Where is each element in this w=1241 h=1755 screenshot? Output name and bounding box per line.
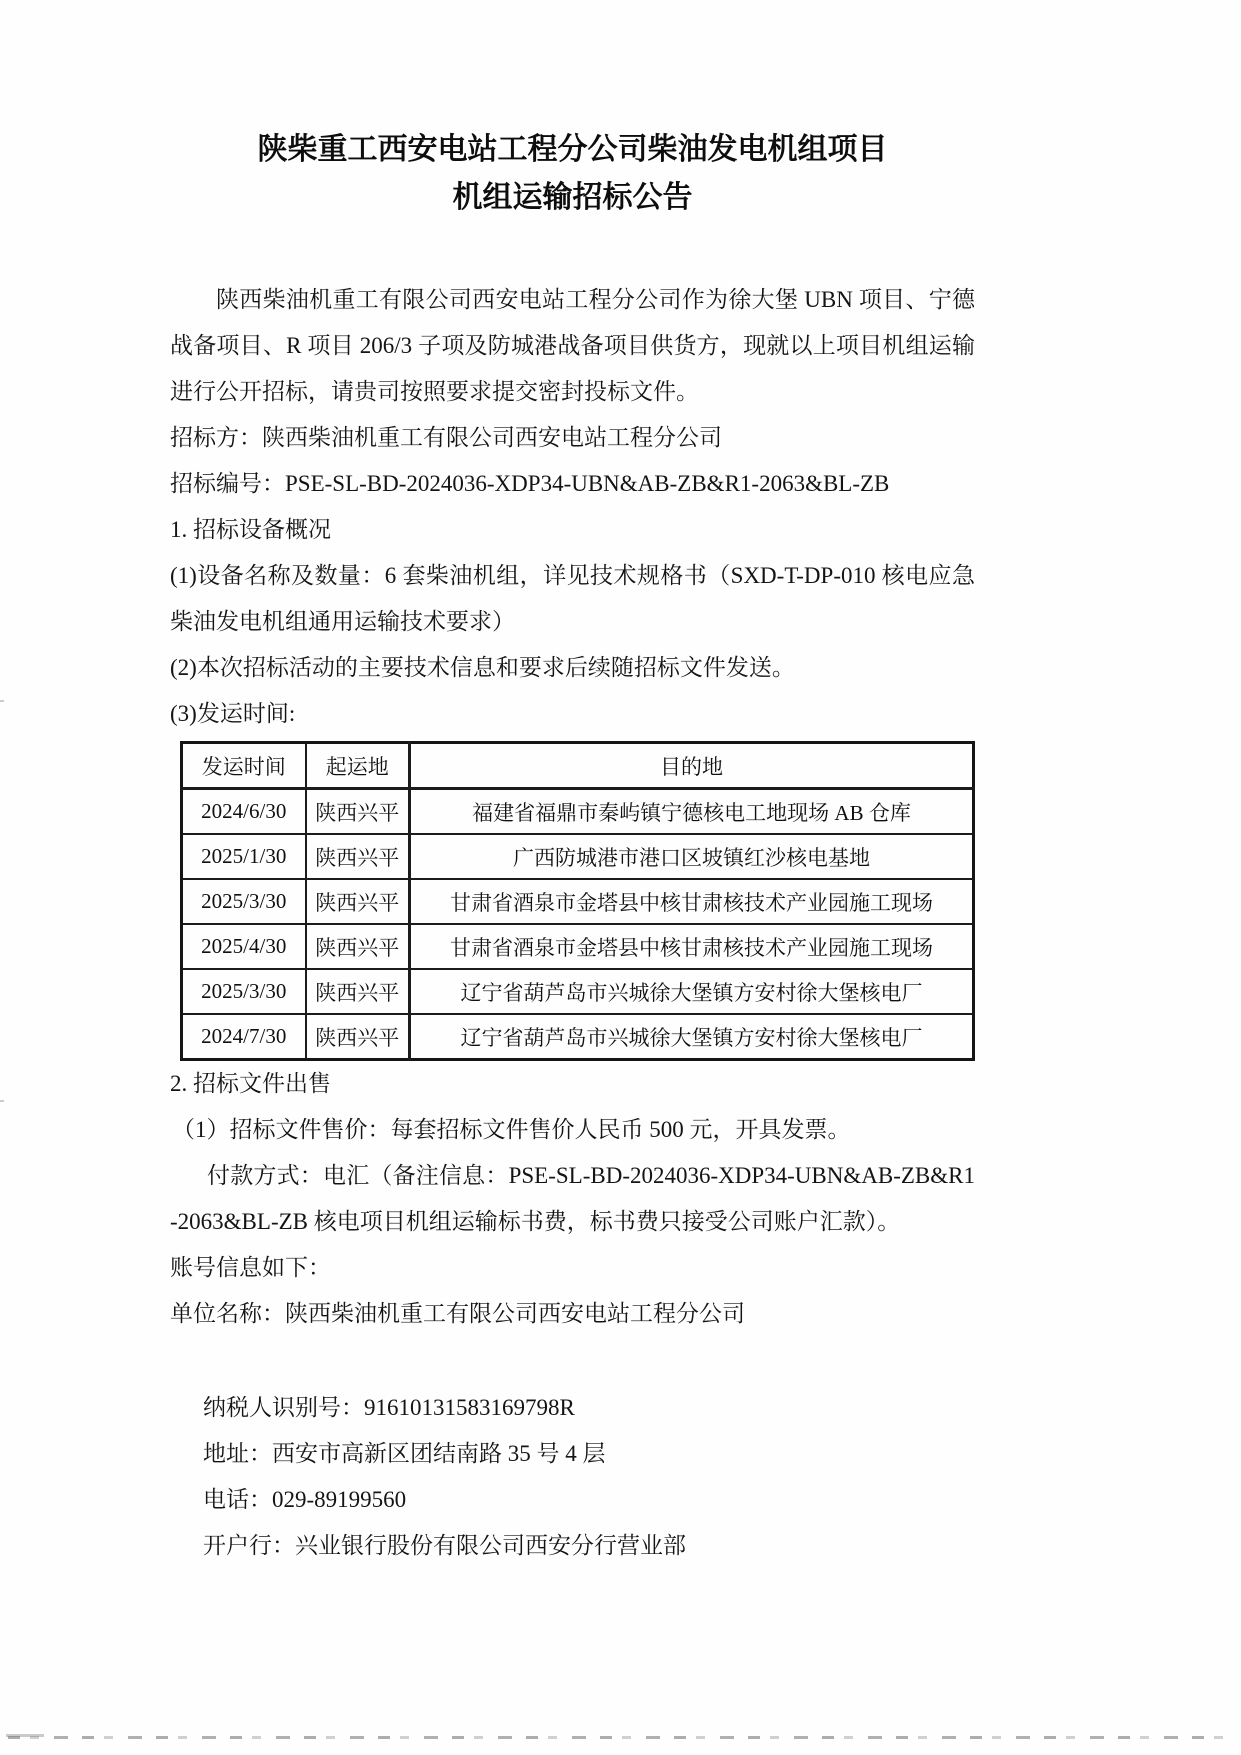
tax-id-line: 纳税人识别号：91610131583169798R: [203, 1395, 575, 1420]
section2-heading: 2. 招标文件出售: [170, 1071, 331, 1096]
table-row: [182, 834, 974, 879]
table-row: [182, 969, 974, 1014]
cell-ship-date: 2025/3/30: [182, 969, 306, 1014]
cell-origin: 陕西兴平: [306, 834, 410, 879]
section2-payment-method: 付款方式：电汇（备注信息：PSE-SL-BD-2024036-XDP34-UBN&AB-ZB&R1-2063&BL-ZB 核电项目机组运输标书费，标书费只接受公司账户汇款）。: [170, 1163, 975, 1234]
cell-ship-date: 2024/7/30: [182, 1014, 306, 1060]
table-row: [182, 924, 974, 969]
cell-origin: 陕西兴平: [306, 924, 410, 969]
account-details-block: [170, 1385, 975, 1569]
company-name-line: 单位名称：陕西柴油机重工有限公司西安电站工程分公司: [170, 1301, 745, 1326]
address-line: 地址：西安市高新区团结南路 35 号 4 层: [203, 1441, 606, 1466]
title-line-1: 陕柴重工西安电站工程分公司柴油发电机组项目: [257, 133, 888, 166]
scan-edge-artifact: [0, 1100, 4, 1102]
intro-paragraph: 陕西柴油机重工有限公司西安电站工程分公司作为徐大堡 UBN 项目、宁德战备项目、R 项目 206/3 子项及防城港战备项目供货方，现就以上项目机组运输进行公开招标，请贵司按照要求提交密封投标文件。: [170, 287, 975, 404]
section1-item-tech-info: (2)本次招标活动的主要技术信息和要求后续随招标文件发送。: [170, 655, 795, 680]
cell-origin: 陕西兴平: [306, 879, 410, 924]
cell-destination: 辽宁省葫芦岛市兴城徐大堡镇方安村徐大堡核电厂: [410, 969, 974, 1014]
table-row: [182, 789, 974, 835]
cell-origin: 陕西兴平: [306, 969, 410, 1014]
cell-ship-date: 2024/6/30: [182, 789, 306, 835]
tenderer-line: 招标方：陕西柴油机重工有限公司西安电站工程分公司: [170, 425, 722, 450]
tender-number-line: 招标编号：PSE-SL-BD-2024036-XDP34-UBN&AB-ZB&R1-2063&BL-ZB: [170, 471, 890, 496]
section1-heading: 1. 招标设备概况: [170, 517, 331, 542]
col-header-destination: 目的地: [410, 743, 974, 789]
account-info-heading: 账号信息如下：: [170, 1255, 331, 1280]
phone-line: 电话：029-89199560: [203, 1487, 407, 1512]
cell-destination: 甘肃省酒泉市金塔县中核甘肃核技术产业园施工现场: [410, 924, 974, 969]
cell-destination: 福建省福鼎市秦屿镇宁德核电工地现场 AB 仓库: [410, 789, 974, 835]
section2-item-price: （1）招标文件售价：每套招标文件售价人民币 500 元，开具发票。: [172, 1117, 851, 1142]
section1-item-shipping-time: (3)发运时间:: [170, 701, 296, 726]
document-content: [170, 0, 975, 1569]
table-row: [182, 879, 974, 924]
col-header-origin: 起运地: [306, 743, 410, 789]
cell-destination: 甘肃省酒泉市金塔县中核甘肃核技术产业园施工现场: [410, 879, 974, 924]
cell-origin: 陕西兴平: [306, 1014, 410, 1060]
cell-origin: 陕西兴平: [306, 789, 410, 835]
cell-ship-date: 2025/3/30: [182, 879, 306, 924]
cell-ship-date: 2025/1/30: [182, 834, 306, 879]
scan-edge-artifact: [0, 700, 4, 702]
cell-destination: 辽宁省葫芦岛市兴城徐大堡镇方安村徐大堡核电厂: [410, 1014, 974, 1060]
col-header-ship-date: 发运时间: [182, 743, 306, 789]
section1-item-equipment: (1)设备名称及数量：6 套柴油机组，详见技术规格书（SXD-T-DP-010 核电应急柴油发电机组通用运输技术要求）: [170, 563, 975, 634]
scan-edge-artifact: [6, 1734, 44, 1737]
table-row: [182, 1014, 974, 1060]
document-title: [170, 0, 975, 222]
bank-line: 开户行：兴业银行股份有限公司西安分行营业部: [203, 1533, 686, 1558]
cell-ship-date: 2025/4/30: [182, 924, 306, 969]
cell-destination: 广西防城港市港口区坡镇红沙核电基地: [410, 834, 974, 879]
title-line-2: 机组运输招标公告: [452, 181, 693, 214]
table-header-row: [182, 743, 974, 789]
shipping-schedule-table: [180, 741, 975, 1061]
scan-noise-line: [8, 1736, 1227, 1739]
